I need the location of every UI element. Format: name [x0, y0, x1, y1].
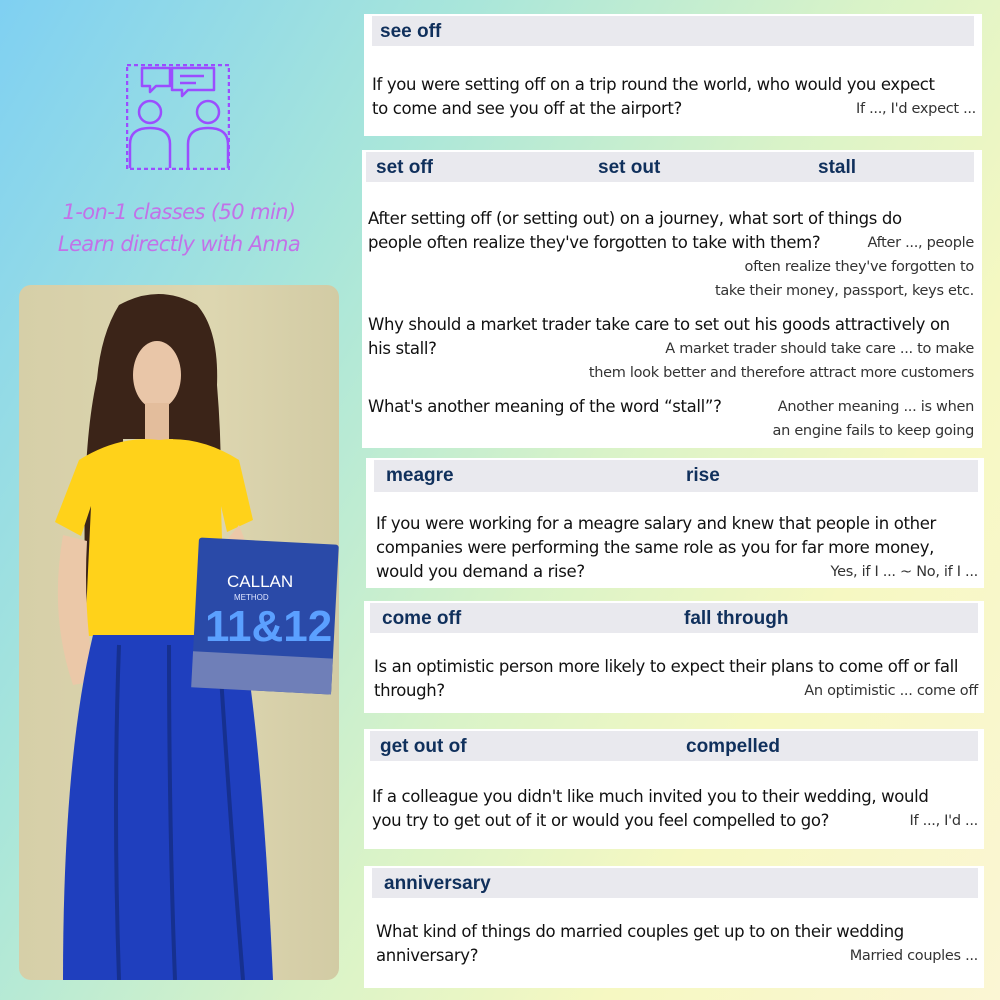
- question-line: through?: [374, 681, 445, 700]
- answer-line: An optimistic ... come off: [804, 683, 978, 699]
- tagline-line-2: Learn directly with Anna: [57, 232, 301, 256]
- question-line: people often realize they've forgotten to take with them?: [368, 233, 821, 252]
- question-line: anniversary?: [376, 946, 479, 965]
- book-brand: CALLAN: [227, 572, 294, 591]
- term: compelled: [686, 736, 780, 757]
- term: set off: [376, 157, 433, 178]
- card-header: [370, 603, 978, 633]
- card-header: [372, 868, 978, 898]
- question-line: If you were working for a meagre salary and knew that people in other: [376, 514, 936, 533]
- question-line: to come and see you off at the airport?: [372, 99, 682, 118]
- answer-line: often realize they've forgotten to: [744, 259, 974, 275]
- book-levels: 11&12: [205, 602, 333, 651]
- card-header: [372, 16, 974, 46]
- answer-line: Another meaning ... is when: [777, 399, 974, 415]
- card-header: [374, 460, 978, 492]
- term: rise: [686, 465, 720, 486]
- card-header: [370, 731, 978, 761]
- term: anniversary: [384, 873, 491, 894]
- answer-line: an engine fails to keep going: [772, 423, 974, 439]
- answer-line: Yes, if I ... ~ No, if I ...: [830, 564, 978, 580]
- question-line: his stall?: [368, 339, 437, 358]
- question-line: If a colleague you didn't like much invited you to their wedding, would: [372, 787, 929, 806]
- left-panel: [0, 0, 360, 1000]
- question-line: After setting off (or setting out) on a journey, what sort of things do: [368, 209, 902, 228]
- vocab-card-set-off: [362, 150, 982, 448]
- question-line: would you demand a rise?: [376, 562, 585, 581]
- card-header: [366, 152, 974, 182]
- vocab-card-anniversary: [364, 866, 984, 988]
- answer-line: If ..., I'd expect ...: [856, 101, 976, 117]
- answer-line: A market trader should take care ... to make: [665, 341, 974, 357]
- term: set out: [598, 157, 661, 178]
- term: come off: [382, 608, 462, 629]
- term: get out of: [380, 736, 467, 757]
- answer-line: take their money, passport, keys etc.: [714, 283, 974, 299]
- tagline-line-1: 1-on-1 classes (50 min): [62, 200, 296, 224]
- question-line: Is an optimistic person more likely to expect their plans to come off or fall: [374, 657, 959, 676]
- question-line: What kind of things do married couples get up to on their wedding: [376, 922, 904, 941]
- answer-line: If ..., I'd ...: [909, 813, 978, 829]
- question-line: If you were setting off on a trip round the world, who would you expect: [372, 75, 935, 94]
- question-line: companies were performing the same role as you for far more money,: [376, 538, 935, 557]
- answer-line: them look better and therefore attract more customers: [588, 365, 974, 381]
- question-line: you try to get out of it or would you feel compelled to go?: [372, 811, 830, 830]
- term: meagre: [386, 465, 454, 486]
- book-subtitle: METHOD: [234, 593, 269, 602]
- answer-line: After ..., people: [867, 235, 974, 251]
- question-line: What's another meaning of the word “stall”?: [368, 397, 722, 416]
- vocab-card-see-off: [364, 14, 982, 136]
- term: fall through: [684, 608, 789, 629]
- term: stall: [818, 157, 857, 178]
- vocab-card-get-out-of: [364, 729, 984, 849]
- question-line: Why should a market trader take care to set out his goods attractively on: [368, 315, 950, 334]
- term: see off: [380, 21, 442, 42]
- vocab-card-meagre: [366, 458, 984, 588]
- chat-conversation-icon: [126, 64, 230, 170]
- vocab-card-come-off: [364, 601, 984, 713]
- answer-line: Married couples ...: [849, 948, 978, 964]
- teacher-photo: [19, 285, 339, 980]
